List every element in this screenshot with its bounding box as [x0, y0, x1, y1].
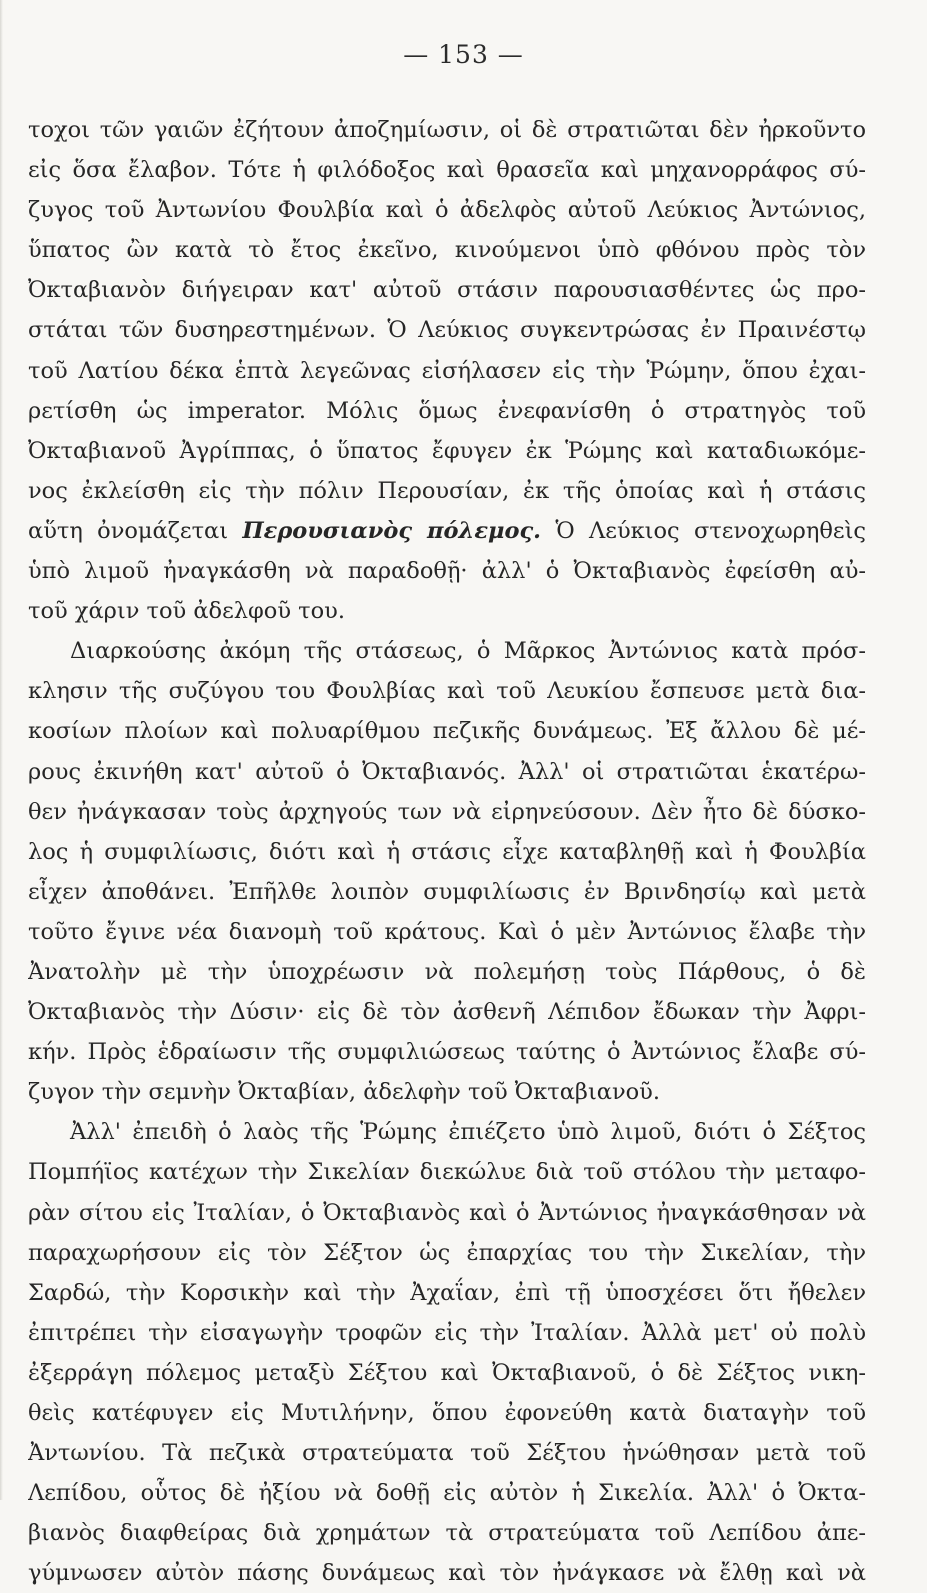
text-line: στάται τῶν δυσηρεστημένων. Ὁ Λεύκιος συγκεντρώσας ἐν Πραινέστῳ — [28, 317, 866, 344]
text-line: θεὶς κατέφυγεν εἰς Μυτιλήνην, ὅπου ἐφονεύθη κατὰ διαταγὴν τοῦ — [28, 1400, 866, 1426]
page-edge-shadow — [0, 0, 3, 1500]
page-number: — 153 — — [403, 40, 524, 69]
text-line: Σαρδώ, τὴν Κορσικὴν καὶ τὴν Ἀχαΐαν, ἐπὶ τῇ ὑποσχέσει ὅτι ἤθελεν — [28, 1279, 866, 1306]
text-line: βιανὸς διαφθείρας διὰ χρημάτων τὰ στρατεύματα τοῦ Λεπίδου ἀπε- — [28, 1520, 866, 1547]
body-text — [28, 110, 866, 1593]
text-line: ζυγος τοῦ Ἀντωνίου Φουλβία καὶ ὁ ἀδελφὸς αὐτοῦ Λεύκιος Ἀντώνιος, — [28, 197, 866, 224]
text-line: Ἀνατολὴν μὲ τὴν ὑποχρέωσιν νὰ πολεμήσῃ τοὺς Πάρθους, ὁ δὲ — [28, 958, 866, 985]
text-line: τοῦ Λατίου δέκα ἑπτὰ λεγεῶνας εἰσήλασεν εἰς τὴν Ῥώμην, ὅπου ἐχαι- — [28, 357, 866, 384]
text-line: εἶχεν ἀποθάνει. Ἐπῆλθε λοιπὸν συμφιλίωσις ἐν Βρινδησίῳ καὶ μετὰ — [28, 878, 866, 905]
text-line: Ὀκταβιανὸς τὴν Δύσιν· εἰς δὲ τὸν ἀσθενῆ Λέπιδον ἔδωκαν τὴν Ἀφρι- — [28, 999, 866, 1026]
line-text-before: αὕτη ὀνομάζεται — [28, 517, 243, 544]
text-line: λος ἡ συμφιλίωσις, διότι καὶ ἡ στάσις εἶχε καταβληθῇ καὶ ἡ Φουλβία — [28, 838, 866, 865]
text-line: ἐξερράγη πόλεμος μεταξὺ Σέξτου καὶ Ὀκταβιανοῦ, ὁ δὲ Σέξτος νικη- — [28, 1359, 866, 1386]
text-line: Λεπίδου, οὗτος δὲ ἠξίου νὰ δοθῇ εἰς αὐτὸν ἡ Σικελία. Ἀλλ' ὁ Ὀκτα- — [28, 1480, 866, 1507]
text-line: ἐπιτρέπει τὴν εἰσαγωγὴν τροφῶν εἰς τὴν Ἰταλίαν. Ἀλλὰ μετ' οὐ πολὺ — [28, 1319, 866, 1346]
text-line: παραχωρήσουν εἰς τὸν Σέξτον ὡς ἐπαρχίας του τὴν Σικελίαν, τὴν — [28, 1239, 866, 1266]
text-line: Πομπήϊος κατέχων τὴν Σικελίαν διεκώλυε διὰ τοῦ στόλου τὴν μεταφο- — [28, 1159, 866, 1186]
text-line: θεν ἠνάγκασαν τοὺς ἀρχηγούς των νὰ εἰρηνεύσουν. Δὲν ἦτο δὲ δύσκο- — [28, 798, 866, 825]
text-line: ρους ἐκινήθη κατ' αὐτοῦ ὁ Ὀκταβιανός. Ἀλλ' οἱ στρατιῶται ἑκατέρω- — [28, 758, 866, 785]
text-line: τοῦτο ἔγινε νέα διανομὴ τοῦ κράτους. Καὶ ὁ μὲν Ἀντώνιος ἔλαβε τὴν — [28, 918, 866, 945]
text-line: Ἀντωνίου. Τὰ πεζικὰ στρατεύματα τοῦ Σέξτου ἡνώθησαν μετὰ τοῦ — [28, 1440, 866, 1467]
text-line: ρετίσθη ὡς imperator. Μόλις ὅμως ἐνεφανίσθη ὁ στρατηγὸς τοῦ — [28, 397, 866, 424]
text-line: κήν. Πρὸς ἑδραίωσιν τῆς συμφιλιώσεως ταύτης ὁ Ἀντώνιος ἔλαβε σύ- — [28, 1039, 866, 1066]
text-line: Ὀκταβιανοῦ Ἀγρίππας, ὁ ὕπατος ἔφυγεν ἐκ Ῥώμης καὶ καταδιωκόμε- — [28, 437, 866, 464]
text-line: ὕπατος ὢν κατὰ τὸ ἔτος ἐκεῖνο, κινούμενοι ὑπὸ φθόνου πρὸς τὸν — [28, 237, 866, 264]
text-line: ὑπὸ λιμοῦ ἠναγκάσθη νὰ παραδοθῇ· ἀλλ' ὁ Ὀκταβιανὸς ἐφείσθη αὐ- — [28, 558, 866, 585]
text-line: εἰς ὅσα ἔλαβον. Τότε ἡ φιλόδοξος καὶ θρασεῖα καὶ μηχανορράφος σύ- — [28, 157, 866, 184]
line-text-after: Ὁ Λεύκιος στενοχωρηθεὶς — [541, 517, 866, 544]
text-line: τοχοι τῶν γαιῶν ἐζήτουν ἀποζημίωσιν, οἱ δὲ στρατιῶται δὲν ἠρκοῦντο — [28, 117, 866, 143]
text-line-with-emphasis — [28, 511, 866, 551]
text-line: νος ἐκλείσθη εἰς τὴν πόλιν Περουσίαν, ἐκ τῆς ὁποίας καὶ ἡ στάσις — [28, 477, 866, 504]
text-line: κοσίων πλοίων καὶ πολυαρίθμου πεζικῆς δυνάμεως. Ἐξ ἄλλου δὲ μέ- — [28, 718, 866, 745]
text-line-paragraph-start: Διαρκούσης ἀκόμη τῆς στάσεως, ὁ Μᾶρκος Ἀντώνιος κατὰ πρόσ- — [70, 638, 866, 665]
text-line: ρὰν σίτου εἰς Ἰταλίαν, ὁ Ὀκταβιανὸς καὶ ὁ Ἀντώνιος ἠναγκάσθησαν νὰ — [28, 1199, 866, 1226]
text-line-paragraph-start: Ἀλλ' ἐπειδὴ ὁ λαὸς τῆς Ῥώμης ἐπιέζετο ὑπὸ λιμοῦ, διότι ὁ Σέξτος — [70, 1119, 866, 1146]
text-line-paragraph-end: ζυγον τὴν σεμνὴν Ὀκταβίαν, ἀδελφὴν τοῦ Ὀκταβιανοῦ. — [28, 1079, 661, 1106]
text-line: κλησιν τῆς συζύγου του Φουλβίας καὶ τοῦ Λευκίου ἔσπευσε μετὰ δια- — [28, 678, 866, 705]
text-line-paragraph-end: τοῦ χάριν τοῦ ἀδελφοῦ του. — [28, 598, 345, 625]
emphasized-term: Περουσιανὸς πόλεμος. — [242, 517, 542, 544]
text-line: γύμνωσεν αὐτὸν πάσης δυνάμεως καὶ τὸν ἠνάγκασε νὰ ἔλθῃ καὶ νὰ — [28, 1560, 866, 1587]
text-line: Ὀκταβιανὸν διήγειραν κατ' αὐτοῦ στάσιν παρουσιασθέντες ὡς προ- — [28, 277, 866, 304]
